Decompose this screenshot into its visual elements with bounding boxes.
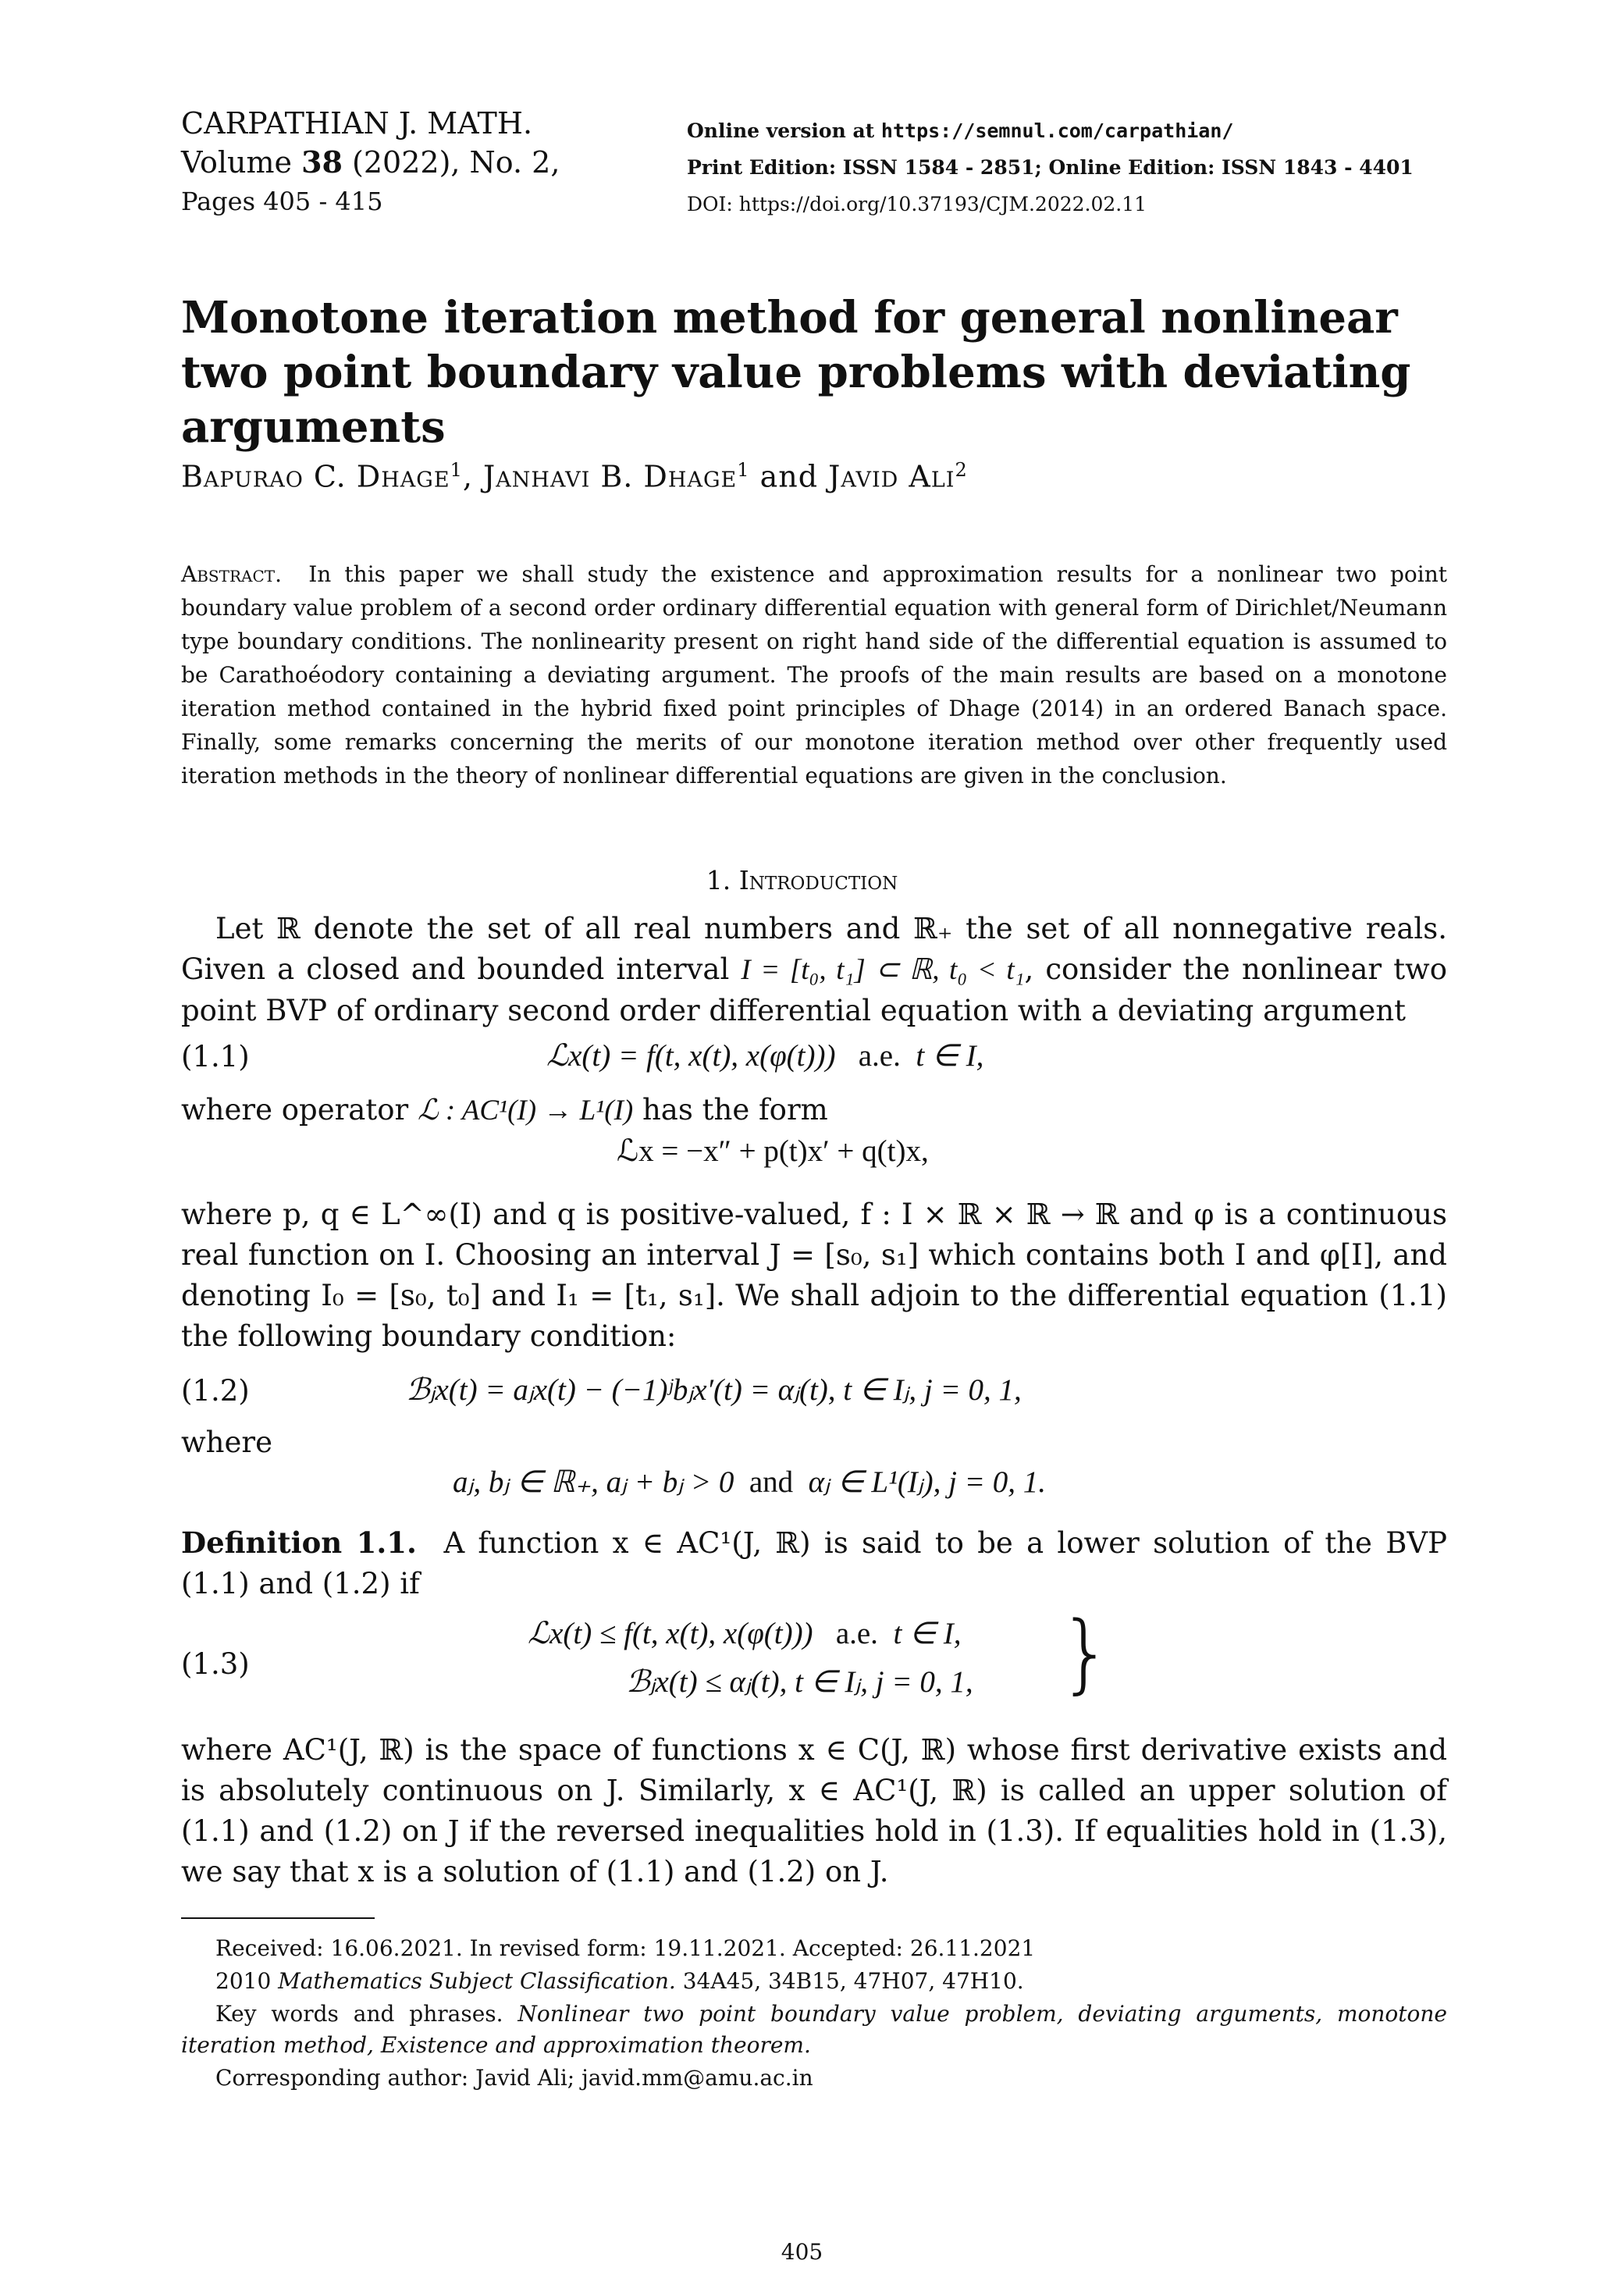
eq-1-3-line-2 — [626, 1664, 973, 1700]
eq-1-2 — [406, 1372, 1022, 1408]
issn-text: Print Edition: ISSN 1584 - 2851; Online Edition: ISSN 1843 - 4401 — [687, 156, 1414, 179]
eq-cond-b: αⱼ ∈ L¹(Iⱼ), j = 0, 1. — [808, 1465, 1046, 1499]
abstract — [181, 557, 1447, 792]
definition-label: Definition 1.1. — [181, 1525, 417, 1560]
issn-line — [687, 149, 1414, 186]
definition-text: A function x ∈ AC¹(J, ℝ) is said to be a lower solution of the BVP (1.1) and (1.2) if — [181, 1526, 1448, 1600]
eq-1-3-l1-rhs: t ∈ I, — [893, 1617, 962, 1650]
section-number: 1. — [706, 865, 731, 895]
author-sep-1: , — [462, 459, 484, 494]
author-list — [181, 459, 968, 494]
eq-1-3-l1-lhs: ℒx(t) ≤ f(t, x(t), x(φ(t))) — [528, 1617, 813, 1650]
footnote-msc — [181, 1966, 1447, 1997]
intro-paragraph-3: where p, q ∈ L^∞(I) and q is positive-valued, f : I × ℝ × ℝ → ℝ and φ is a continuous real function on I. Choosing an interval J = [s₀, s₁] which contains both I and φ[I], and denoting I₀ = [s₀, t₀] and I₁ = [t₁, s₁]. We shall adjoin to the differential equation (1.1) the following boundary condition: — [181, 1198, 1447, 1353]
author-sep-2: and — [749, 459, 829, 494]
journal-name: CARPATHIAN J. MATH. — [181, 106, 533, 141]
eq-1-3-l1-ae: a.e. — [835, 1617, 878, 1650]
keywords-label: Key words and phrases. — [215, 2001, 518, 2027]
eq-1-1-rhs: t ∈ I, — [916, 1039, 984, 1073]
author-3: Javid Ali — [828, 459, 955, 494]
eq-1-1 — [546, 1038, 983, 1073]
volume-number: 38 — [301, 144, 343, 180]
author-2: Janhavi B. Dhage — [483, 459, 738, 494]
intro-paragraph-4: where AC¹(J, ℝ) is the space of functions x ∈ C(J, ℝ) whose first derivative exists and is absolutely continuous on J. Similarly, x ∈ AC¹(J, ℝ) is called an upper solution of (1.1) and (1.2) on J if the reversed inequalities hold in (1.3). If equalities hold in (1.3), we say that x is a solution of (1.1) and (1.2) on J. — [181, 1733, 1447, 1888]
online-prefix: Online version at — [687, 119, 881, 142]
volume-suffix: (2022), No. 2, — [342, 145, 560, 180]
author-1: Bapurao C. Dhage — [181, 459, 450, 494]
eq-1-3-line-1 — [528, 1616, 961, 1651]
abstract-text: In this paper we shall study the existence and approximation results for a nonlinear two point boundary value problem of a second order ordinary differential equation with general form of Dirichlet/Neumann type boundary conditions. The nonlinearity present on right hand side of the differential equation is assumed to be Carathoéodory containing a deviating argument. The proofs of the main results are based on a monotone iteration method contained in the hybrid fixed point principles of Dhage (2014) in an ordered Banach space. Finally, some remarks concerning the merits of our monotone iteration method over other frequently used iteration methods in the theory of nonlinear differential equations are given in the conclusion. — [181, 561, 1447, 788]
paper-title: Monotone iteration method for general nonlinear two point boundary value problems with deviating arguments — [181, 292, 1411, 453]
msc-year: 2010 — [215, 1968, 279, 1994]
author-2-affil: 1 — [737, 459, 750, 481]
author-3-affil: 2 — [955, 459, 968, 481]
section-title: Introduction — [738, 865, 898, 895]
eq-1-2-number: (1.2) — [181, 1374, 250, 1408]
volume-prefix: Volume — [181, 145, 302, 180]
eq-1-1-lhs: ℒx(t) = f(t, x(t), x(φ(t))) — [546, 1039, 836, 1073]
p1-math-interval: I = [t₀, t₁] ⊂ ℝ, t₀ < t₁ — [741, 954, 1025, 986]
msc-label: Mathematics Subject Classification. — [278, 1968, 676, 1994]
msc-codes: 34A45, 34B15, 47H07, 47H10. — [675, 1968, 1024, 1994]
eq-operator-form: ℒx = −x″ + p(t)x′ + q(t)x, — [617, 1134, 929, 1168]
eq-1-1-number: (1.1) — [181, 1040, 250, 1073]
doi-line[interactable]: DOI: https://doi.org/10.37193/CJM.2022.02.11 — [687, 193, 1147, 215]
p2-operator: ℒ : AC¹(I) → L¹(I) — [417, 1095, 634, 1127]
journal-header — [181, 104, 560, 221]
volume-line — [181, 143, 560, 182]
online-version-line — [687, 112, 1414, 149]
p2-text-c: has the form — [633, 1093, 828, 1127]
section-heading — [0, 865, 1604, 895]
footnote-divider — [181, 1917, 375, 1919]
abstract-label: Abstract. — [181, 561, 283, 587]
footnote-keywords — [181, 1999, 1447, 2061]
author-1-affil: 1 — [450, 459, 463, 481]
where-label: where — [181, 1426, 272, 1459]
intro-paragraph-1 — [181, 909, 1447, 1031]
right-brace-icon: } — [1058, 1603, 1113, 1703]
eq-1-1-ae: a.e. — [858, 1039, 901, 1073]
pages-range: Pages 405 - 415 — [181, 187, 383, 216]
eq-cond-and: and — [749, 1465, 794, 1499]
p1-text-a: Let ℝ denote the set of all real numbers and ℝ₊ the set of all nonnegative reals. Given a closed and bounded interval — [181, 912, 1447, 986]
eq-cond-a: aⱼ, bⱼ ∈ ℝ₊, aⱼ + bⱼ > 0 — [453, 1465, 734, 1499]
online-url-link[interactable]: https://semnul.com/carpathian/ — [880, 119, 1234, 142]
page-number: 405 — [781, 2239, 823, 2265]
intro-paragraph-2 — [181, 1090, 1447, 1131]
definition-1-1 — [181, 1522, 1447, 1604]
footnote-received: Received: 16.06.2021. In revised form: 19.11.2021. Accepted: 26.11.2021 — [215, 1935, 1036, 1961]
keywords-text: Nonlinear two point boundary value problem, deviating arguments, monotone iteration method, Existence and approximation theorem. — [181, 2001, 1447, 2058]
eq-1-3-number: (1.3) — [181, 1647, 250, 1681]
eq-1-3-l2: ℬⱼx(t) ≤ αⱼ(t), t ∈ Iⱼ, j = 0, 1, — [626, 1665, 973, 1699]
p1-text-c: , consider the nonlinear two point BVP of ordinary second order differential equation with a deviating argument — [181, 952, 1448, 1027]
publication-info — [687, 112, 1414, 222]
eq-conditions — [453, 1465, 1046, 1500]
footnote-corresponding: Corresponding author: Javid Ali; javid.mm@amu.ac.in — [215, 2065, 813, 2091]
p2-text-a: where operator — [181, 1093, 418, 1127]
eq-1-2-body: ℬⱼx(t) = aⱼx(t) − (−1)ʲbⱼx′(t) = αⱼ(t), t ∈ Iⱼ, j = 0, 1, — [406, 1373, 1022, 1407]
